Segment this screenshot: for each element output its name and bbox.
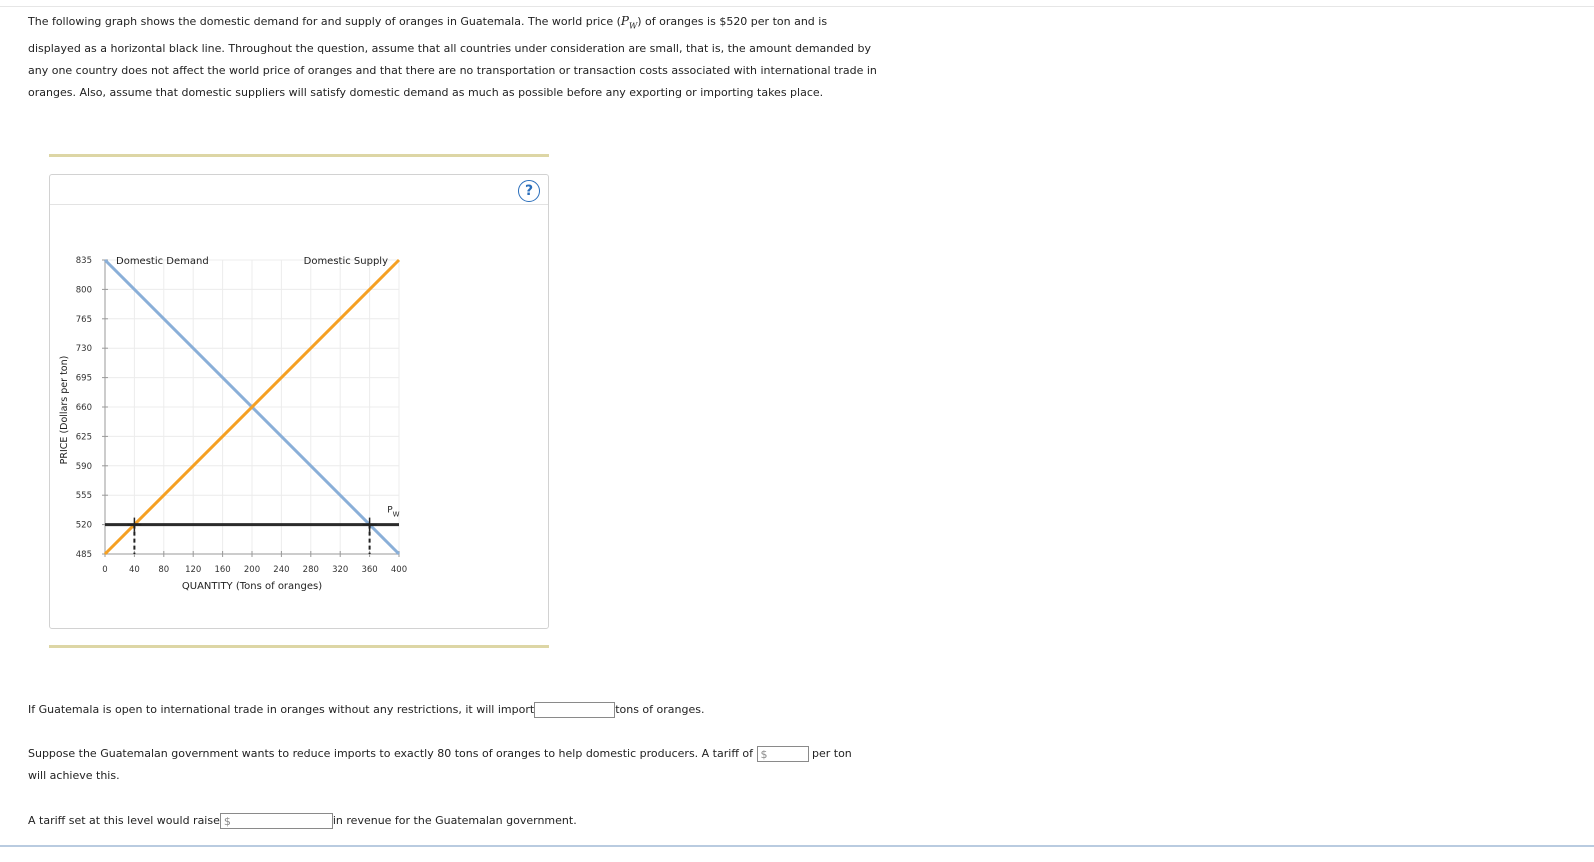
y-tick-label: 660 bbox=[75, 403, 92, 413]
y-axis-title: PRICE (Dollars per ton) bbox=[59, 355, 70, 465]
q2-text-after: per ton bbox=[812, 747, 852, 760]
x-tick-label: 360 bbox=[361, 565, 378, 575]
world-price-symbol-sub: W bbox=[628, 21, 638, 31]
y-tick-label: 835 bbox=[75, 256, 92, 266]
y-tick-label: 520 bbox=[75, 520, 92, 531]
y-tick-label: 800 bbox=[75, 285, 92, 296]
intro-text-1: The following graph shows the domestic demand for and supply of oranges in Guatemala. The world price ( bbox=[28, 15, 621, 28]
x-tick-label: 0 bbox=[102, 565, 108, 575]
y-tick-label: 730 bbox=[75, 344, 92, 355]
world-price-symbol-main: P bbox=[620, 14, 629, 28]
tariff-amount-input[interactable] bbox=[757, 746, 809, 762]
tariff-revenue-input[interactable] bbox=[220, 813, 333, 829]
world-price-label-main: P bbox=[387, 505, 393, 516]
x-axis-title: QUANTITY (Tons of oranges) bbox=[181, 581, 323, 592]
y-tick-label: 695 bbox=[75, 373, 92, 384]
x-tick-label: 80 bbox=[158, 565, 170, 575]
help-icon[interactable]: ? bbox=[518, 180, 540, 202]
q3-text-after: in revenue for the Guatemalan government. bbox=[332, 814, 577, 827]
y-tick-label: 555 bbox=[75, 491, 92, 502]
supply-curve-label: Domestic Supply bbox=[303, 256, 388, 267]
y-tick-label: 765 bbox=[75, 314, 92, 325]
x-tick-label: 160 bbox=[214, 565, 231, 575]
question-2 bbox=[28, 743, 852, 787]
question-3 bbox=[28, 810, 577, 832]
bottom-divider bbox=[0, 845, 1594, 847]
q3-text-before: A tariff set at this level would raise bbox=[28, 814, 220, 827]
x-tick-label: 200 bbox=[243, 565, 261, 575]
world-price-label bbox=[387, 506, 399, 519]
question-1 bbox=[28, 699, 704, 721]
q1-text-before: If Guatemala is open to international trade in oranges without any restrictions, it will import bbox=[28, 703, 535, 716]
q2-text-before: Suppose the Guatemalan government wants to reduce imports to exactly 80 tons of oranges to help domestic producers. A tariff of bbox=[28, 747, 753, 760]
x-tick-label: 40 bbox=[128, 565, 140, 575]
x-tick-label: 400 bbox=[390, 565, 408, 575]
x-tick-label: 280 bbox=[302, 565, 319, 575]
chart-labels bbox=[59, 256, 400, 592]
q1-text-after: tons of oranges. bbox=[615, 703, 705, 716]
x-tick-label: 320 bbox=[332, 565, 349, 575]
intro-text-2: ) of oranges is $520 per ton and is displayed as a horizontal black line. Throughout the question, assume that all countries under consideration are small, that is, the amount demanded by any one country does not affect the world price of oranges and that there are no transportation or transaction costs associated with international trade in oranges. Also, assume that domestic suppliers will satisfy domestic demand as much as possible before any exporting or importing takes place. bbox=[28, 15, 877, 100]
world-price-label-sub: W bbox=[392, 510, 400, 519]
import-quantity-input[interactable] bbox=[534, 702, 615, 718]
y-tick-label: 625 bbox=[75, 432, 92, 443]
q2-text-line2: will achieve this. bbox=[28, 769, 120, 782]
y-tick-label: 485 bbox=[75, 550, 92, 560]
x-tick-label: 120 bbox=[185, 565, 202, 575]
graph-bottom-rule bbox=[49, 645, 549, 648]
x-tick-label: 240 bbox=[273, 565, 290, 575]
y-tick-label: 590 bbox=[75, 461, 92, 472]
demand-curve-label: Domestic Demand bbox=[116, 256, 209, 267]
